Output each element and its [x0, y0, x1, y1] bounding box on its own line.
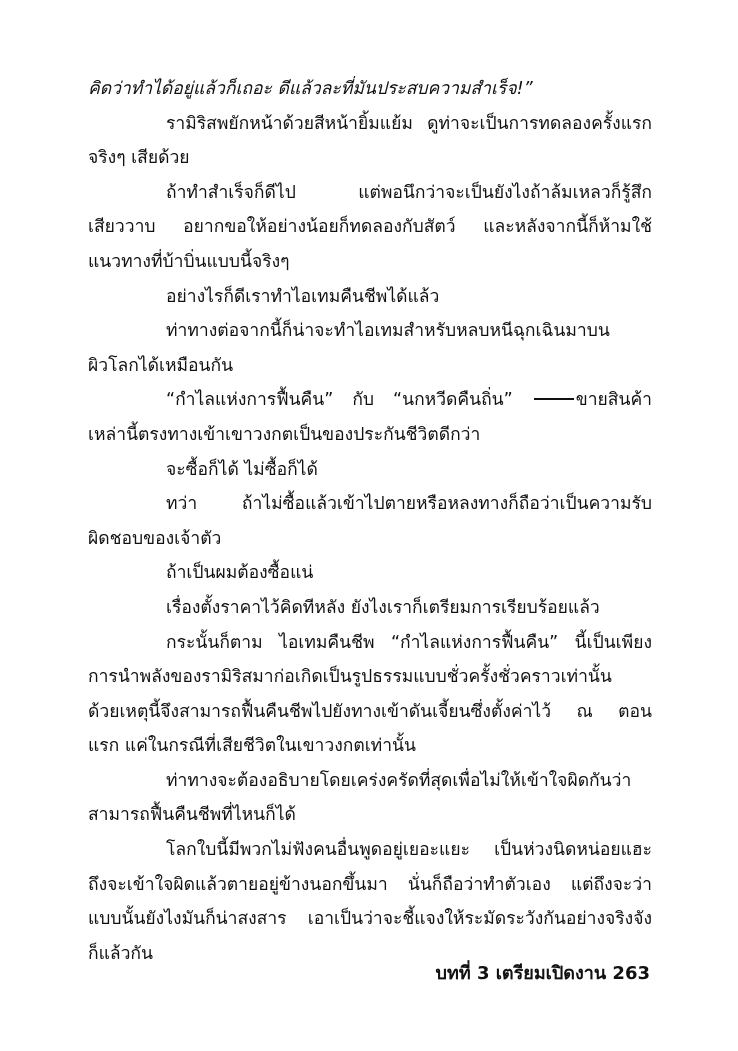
text-line: ก็แล้วกัน — [88, 943, 153, 964]
text-line: แรก แค่ในกรณีที่เสียชีวิตในเขาวงกตเท่านั้น — [88, 736, 416, 757]
text-line: สามารถฟื้นคืนชีพที่ไหนก็ได้ — [88, 805, 296, 826]
text-line: แนวทางที่บ้าบิ่นแบบนี้จริงๆ — [88, 251, 290, 272]
text-line: กระนั้นก็ตาม ไอเทมคืนชีพ “กำไลแห่งการฟื้นคืน” นี้เป็นเพียง — [166, 632, 652, 653]
text-line: ท่าทางต่อจากนี้ก็น่าจะทำไอเทมสำหรับหลบหนีฉุกเฉินมาบน — [166, 321, 610, 342]
text-line: การนำพลังของรามิริสมาก่อเกิดเป็นรูปธรรมแบบชั่วครั้งชั่วคราวเท่านั้น — [88, 667, 612, 688]
text-line: ถ้าเป็นผมต้องซื้อแน่ — [166, 563, 314, 584]
text-line: เรื่องตั้งราคาไว้คิดทีหลัง ยังไงเราก็เตรียมการเรียบร้อยแล้ว — [166, 597, 600, 618]
text-line: ถึงจะเข้าใจผิดแล้วตายอยู่ข้างนอกขึ้นมา นั่นก็ถือว่าทำตัวเอง แต่ถึงจะว่า — [88, 874, 652, 895]
text-line: เหล่านี้ตรงทางเข้าเขาวงกตเป็นของประกันชีวิตดีกว่า — [88, 424, 481, 445]
page-footer: บทที่ 3 เตรียมเปิดงาน 263 — [435, 963, 650, 984]
text-line: โลกใบนี้มีพวกไม่ฟังคนอื่นพูดอยู่เยอะแยะ เป็นห่วงนิดหน่อยแฮะ — [166, 840, 652, 861]
text-line: จะซื้อก็ได้ ไม่ซื้อก็ได้ — [166, 459, 318, 480]
text-line: ทว่า ถ้าไม่ซื้อแล้วเข้าไปตายหรือหลงทางก็ถือว่าเป็นความรับ — [166, 494, 652, 515]
em-dash — [534, 398, 574, 400]
text-line: ถ้าทำสำเร็จก็ดีไป แต่พอนึกว่าจะเป็นยังไงถ้าล้มเหลวก็รู้สึก — [166, 182, 652, 203]
text-line: แบบนั้นยังไงมันก็น่าสงสาร เอาเป็นว่าจะชี้แจงให้ระมัดระวังกันอย่างจริงจัง — [88, 909, 652, 930]
text-line: คิดว่าทำได้อยู่แล้วก็เถอะ ดีแล้วละที่มันประสบความสำเร็จ!” — [88, 79, 533, 99]
text-line: ท่าทางจะต้องอธิบายโดยเคร่งครัดที่สุดเพื่อไม่ให้เข้าใจผิดกันว่า — [166, 770, 632, 791]
text-segment: ขายสินค้า — [575, 390, 652, 411]
text-line: ด้วยเหตุนี้จึงสามารถฟื้นคืนชีพไปยังทางเข้าดันเจี้ยนซึ่งตั้งค่าไว้ ณ ตอน — [88, 701, 652, 722]
text-line: จริงๆ เสียด้วย — [88, 148, 190, 169]
text-line-with-dash — [88, 383, 652, 418]
body-text — [88, 72, 652, 971]
text-line: ผิดชอบของเจ้าตัว — [88, 528, 222, 549]
text-line: เสียววาบ อยากขอให้อย่างน้อยก็ทดลองกับสัตว์ และหลังจากนี้ก็ห้ามใช้ — [88, 217, 652, 238]
text-line: อย่างไรก็ดีเราทำไอเทมคืนชีพได้แล้ว — [166, 286, 440, 307]
text-segment: “กำไลแห่งการฟื้นคืน” กับ “นกหวีดคืนถิ่น” — [166, 390, 513, 411]
text-line: รามิริสพยักหน้าด้วยสีหน้ายิ้มแย้ม ดูท่าจะเป็นการทดลองครั้งแรก — [166, 113, 652, 134]
text-line: ผิวโลกได้เหมือนกัน — [88, 355, 234, 376]
